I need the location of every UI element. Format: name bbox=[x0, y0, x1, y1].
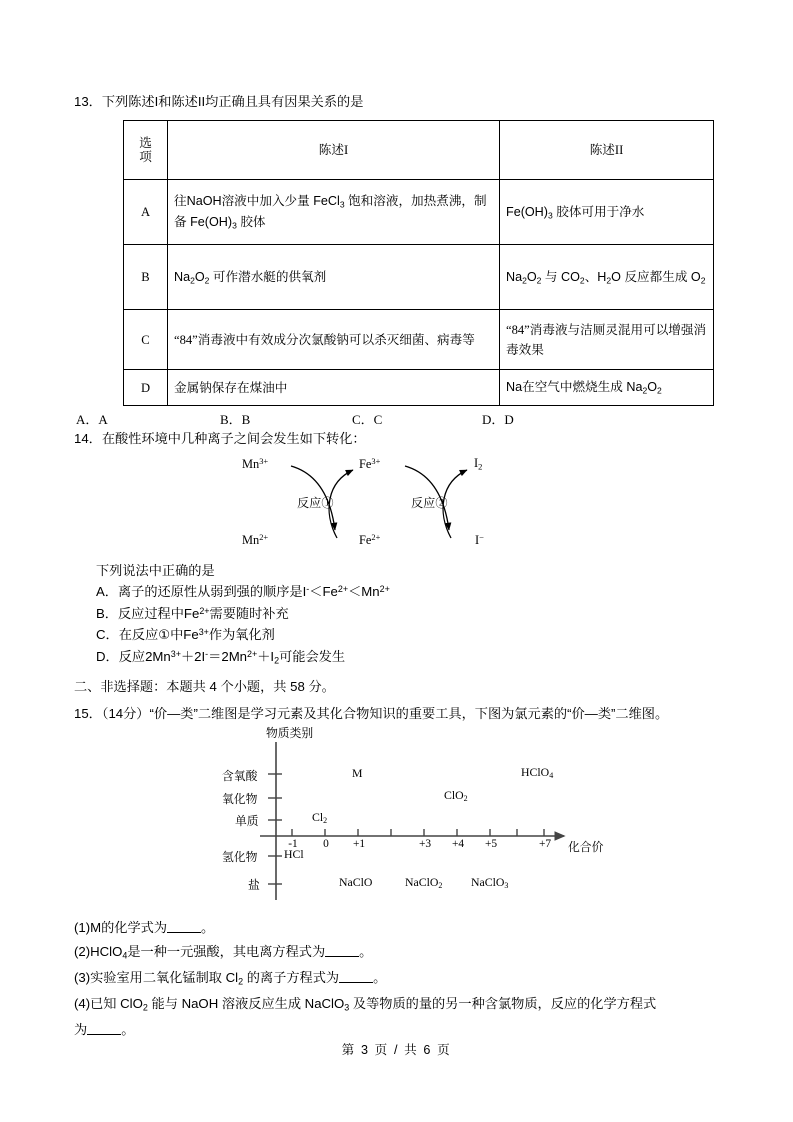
data-point-HClO4: HClO$_4$ bbox=[521, 765, 554, 781]
page-footer: 第 3 页 / 共 6 页 bbox=[341, 1043, 452, 1057]
header-statement-1: 陈述I bbox=[168, 121, 500, 180]
answer-blank[interactable] bbox=[87, 1022, 121, 1035]
question-15-part-4: (4)已知 ClO$_2$ 能与 NaOH 溶液反应生成 NaClO$_3$ 及等物质的量的另一种含氯物质，反应的化学方程式 bbox=[74, 996, 657, 1013]
answer-blank[interactable] bbox=[339, 970, 373, 983]
question-14-option-a: A．离子的还原性从弱到强的顺序是$I^-<Fe^{2+}<Mn^{2+}$ bbox=[96, 584, 390, 600]
question-14-option-d: D．反应$2Mn^{3+}+2I^-=2Mn^{2+}+I_2$可能会发生 bbox=[96, 648, 346, 666]
y-label-element: 单质 bbox=[235, 814, 259, 829]
x-tick-label-1: +1 bbox=[352, 838, 366, 851]
row-d-statement-1: 金属钠保存在煤油中 bbox=[168, 370, 500, 406]
table-row bbox=[124, 245, 714, 310]
choice-b[interactable]: B．B bbox=[220, 412, 251, 428]
question-14-prompt: 下列说法中正确的是 bbox=[96, 562, 215, 578]
question-15-part-3: (3)实验室用二氧化锰制取 $Cl_2$ 的离子方程式为 。 bbox=[74, 970, 387, 987]
page-content bbox=[74, 92, 719, 1041]
y-axis-title: 物质类别 bbox=[266, 726, 314, 741]
y-label-oxyacid: 含氧酸 bbox=[222, 769, 258, 784]
data-point-NaClO2: NaClO$_2$ bbox=[405, 875, 443, 891]
x-tick-label-4: +4 bbox=[451, 838, 465, 851]
header-statement-2: 陈述II bbox=[500, 121, 714, 180]
label-reaction-2: 反应② bbox=[411, 495, 448, 510]
answer-blank[interactable] bbox=[325, 944, 359, 957]
data-point-NaClO: NaClO bbox=[339, 875, 373, 890]
question-13-choices bbox=[74, 409, 719, 429]
question-14-stem-text: 在酸性环境中几种离子之间会发生如下转化： bbox=[101, 431, 366, 447]
y-label-salt: 盐 bbox=[248, 878, 260, 893]
question-15-stem bbox=[74, 704, 719, 724]
choice-a[interactable]: A．A bbox=[76, 412, 108, 428]
data-point-Cl2: $Cl_2$ bbox=[312, 810, 328, 826]
valence-category-chart bbox=[204, 728, 634, 913]
question-14-number: 14． bbox=[74, 431, 102, 447]
table-header-row bbox=[124, 121, 714, 180]
question-13-stem-text: 下列陈述I和陈述II均正确且具有因果关系的是 bbox=[101, 94, 364, 109]
question-14-stem bbox=[74, 429, 719, 449]
row-b-statement-1: $Na_2O_2$ 可作潜水艇的供氧剂 bbox=[168, 245, 500, 310]
label-fe3: $Fe^{3+}$ bbox=[359, 455, 381, 471]
choice-c[interactable]: C．C bbox=[352, 412, 383, 428]
data-point-M: M bbox=[352, 766, 363, 781]
choice-d[interactable]: D．D bbox=[482, 412, 514, 428]
header-option-line2: 项 bbox=[139, 150, 152, 165]
x-tick-label-5: +5 bbox=[484, 838, 498, 851]
question-14-option-c: C．在反应①中$Fe^{3+}$作为氧化剂 bbox=[96, 627, 275, 643]
x-tick-label--1: -1 bbox=[288, 838, 298, 851]
label-i2: $I_2$ bbox=[474, 455, 483, 472]
label-mn3: $Mn^{3+}$ bbox=[242, 455, 269, 471]
answer-blank[interactable] bbox=[167, 919, 201, 932]
label-iodide: I− bbox=[475, 531, 484, 547]
x-tick-label-0: 0 bbox=[323, 838, 329, 851]
statement-table bbox=[123, 120, 714, 406]
ion-conversion-diagram bbox=[74, 452, 719, 560]
question-15-number: 15． bbox=[74, 705, 102, 721]
question-15-stem-text: （14分）“价—类”二维图是学习元素及其化合物知识的重要工具，下图为氯元素的“价—类”二维图。 bbox=[101, 705, 669, 721]
x-axis-title: 化合价 bbox=[568, 840, 604, 855]
table-row bbox=[124, 370, 714, 406]
question-13-stem bbox=[74, 92, 719, 112]
row-option-a: A bbox=[124, 180, 168, 245]
section-2-heading: 二、非选择题：本题共 4 个小题，共 58 分。 bbox=[74, 679, 335, 695]
header-option-line1: 选 bbox=[139, 135, 152, 150]
label-fe2: $Fe^{2+}$ bbox=[359, 531, 381, 547]
x-tick-label-3: +3 bbox=[418, 838, 432, 851]
label-mn2: $Mn^{2+}$ bbox=[242, 531, 269, 547]
row-d-statement-2: Na在空气中燃烧生成 $Na_2O_2$ bbox=[500, 370, 714, 406]
row-option-b: B bbox=[124, 245, 168, 310]
question-15-part-1: (1)M的化学式为 。 bbox=[74, 919, 215, 935]
header-option bbox=[124, 121, 168, 180]
row-option-d: D bbox=[124, 370, 168, 406]
data-point-HCl: HCl bbox=[284, 847, 304, 862]
question-14-body bbox=[96, 561, 719, 668]
table-row bbox=[124, 310, 714, 370]
row-option-c: C bbox=[124, 310, 168, 370]
question-15-part-2: (2)HClO$_4$是一种一元强酸，其电离方程式为 。 bbox=[74, 944, 373, 961]
row-a-statement-1: 往NaOH溶液中加入少量 FeCl$_3$ 饱和溶液，加热煮沸，制备 $Fe(OH)_3$ 胶体 bbox=[168, 180, 500, 245]
row-c-statement-1: “84”消毒液中有效成分次氯酸钠可以杀灭细菌、病毒等 bbox=[168, 310, 500, 370]
question-15-parts bbox=[74, 918, 719, 1041]
row-c-statement-2: “84”消毒液与洁厕灵混用可以增强消毒效果 bbox=[500, 310, 714, 370]
y-label-hydride: 氢化物 bbox=[222, 850, 258, 865]
y-label-oxide: 氧化物 bbox=[222, 792, 258, 807]
label-reaction-1: 反应① bbox=[297, 495, 334, 510]
question-14-option-b: B．反应过程中$Fe^{2+}$需要随时补充 bbox=[96, 605, 289, 621]
data-point-NaClO3: NaClO$_3$ bbox=[471, 875, 509, 891]
question-15-part-4-cont: 为 。 bbox=[74, 1022, 135, 1038]
x-tick-label-7: +7 bbox=[538, 838, 552, 851]
row-a-statement-2: $Fe(OH)_3$ 胶体可用于净水 bbox=[500, 180, 714, 245]
data-point-ClO2: ClO$_2$ bbox=[444, 788, 468, 804]
question-13-number: 13． bbox=[74, 94, 102, 109]
row-b-statement-2: $Na_2O_2$ 与 $CO_2$、$H_2O$ 反应都生成 $O_2$ bbox=[500, 245, 714, 310]
table-row bbox=[124, 180, 714, 245]
